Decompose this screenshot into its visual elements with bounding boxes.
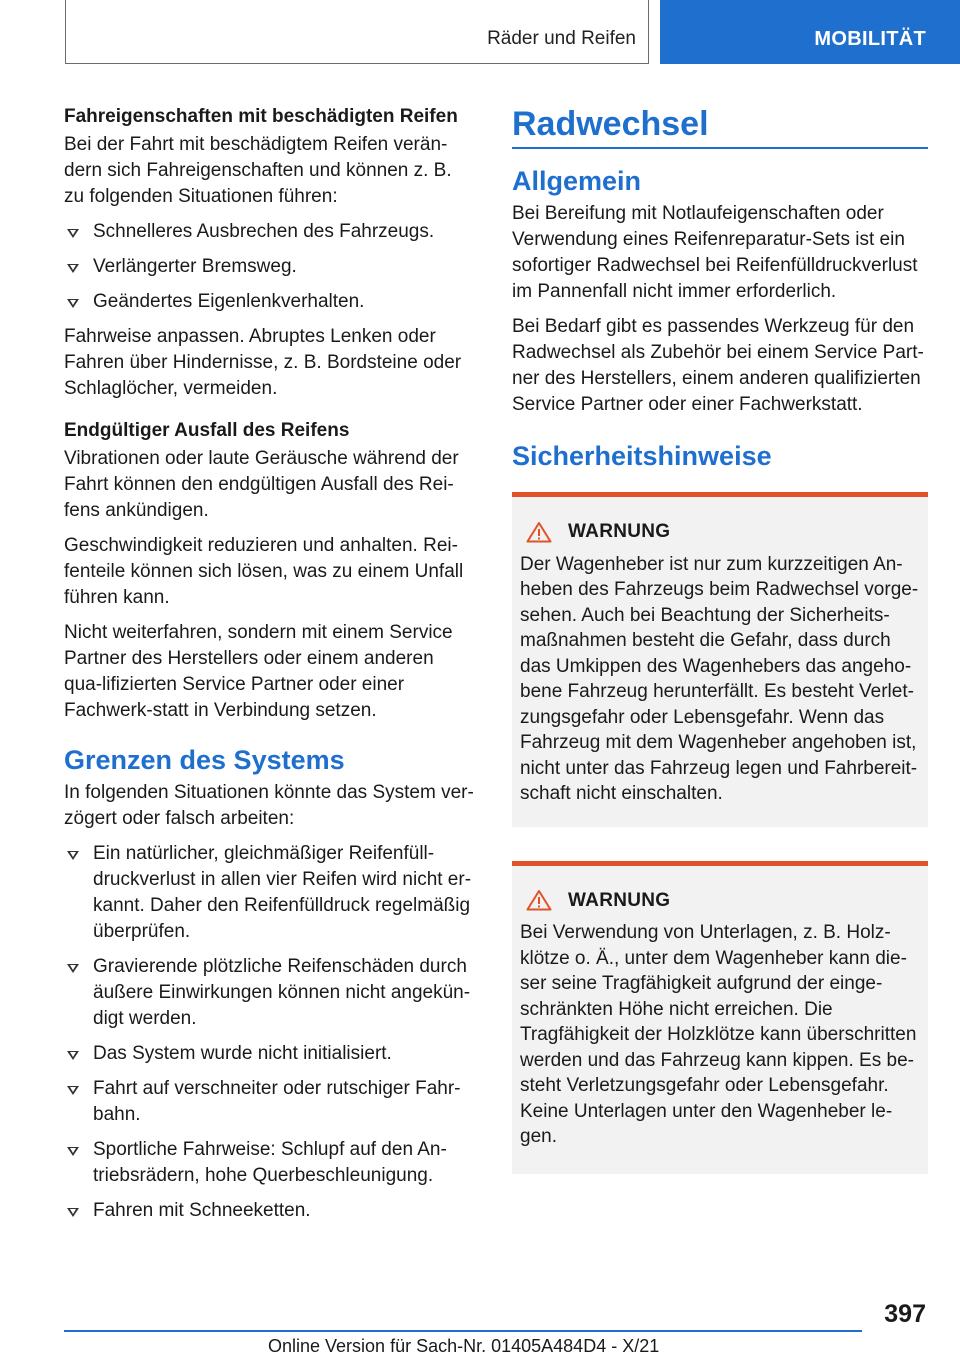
footer-divider [64, 1330, 862, 1332]
list-item: Geändertes Eigenlenkverhalten. [64, 289, 476, 315]
warning-box-2 [512, 861, 928, 1174]
footer-online-version: Online Version für Sach-Nr. 01405A484D4 - X/21 [268, 1336, 660, 1356]
heading-general: Allgemein [512, 166, 642, 196]
subheading-damaged-tires: Fahreigenschaften mit beschädigten Reifen [64, 106, 458, 127]
bullet-list-effects [64, 219, 476, 315]
paragraph-failure-2: Geschwindigkeit reduzieren und anhalten. Rei-fenteile können sich lösen, was zu einem Unfall führen kann. [64, 535, 464, 608]
warning-triangle-icon [526, 521, 552, 543]
heading-safety: Sicherheitshinweise [512, 441, 772, 471]
header-section-box [65, 0, 649, 64]
list-item: Fahren mit Schneeketten. [64, 1198, 476, 1224]
paragraph-limits-intro: In folgenden Situationen könnte das System ver-zögert oder falsch arbeiten: [64, 782, 474, 829]
bullet-list-limits [64, 841, 476, 1224]
page-title: Radwechsel [512, 104, 928, 149]
paragraph-general-2: Bei Bedarf gibt es passendes Werkzeug für den Radwechsel als Zubehör bei einem Service Part-ner des Herstellers, einem anderen qualifizierten Service Partner oder einer Fachwerkstatt. [512, 316, 924, 415]
list-item: Schnelleres Ausbrechen des Fahrzeugs. [64, 219, 476, 245]
warning-label: WARNUNG [568, 889, 671, 911]
warning-triangle-icon [526, 889, 552, 911]
paragraph-damaged-intro: Bei der Fahrt mit beschädigtem Reifen verän-dern sich Fahreigenschaften und können z. B. zu folgenden Situationen führen: [64, 134, 452, 207]
warning-label: WARNUNG [568, 521, 671, 542]
paragraph-general-1: Bei Bereifung mit Notlaufeigenschaften oder Verwendung eines Reifenreparatur-Sets ist ein sofortiger Radwechsel bei Reifenfülldruckverlust im Pannenfall nicht immer erforderlich. [512, 203, 918, 302]
heading-system-limits: Grenzen des Systems [64, 745, 345, 775]
subheading-final-failure: Endgültiger Ausfall des Reifens [64, 420, 350, 441]
header-chapter-tab: MOBILITÄT [660, 0, 960, 64]
right-column [512, 104, 928, 1174]
paragraph-failure-1: Vibrationen oder laute Geräusche während der Fahrt können den endgültigen Ausfall des Rei-fens ankündigen. [64, 448, 459, 521]
list-item: Gravierende plötzliche Reifenschäden durch äußere Einwirkungen können nicht angekün-digt werden. [64, 954, 476, 1032]
warning-box-1 [512, 492, 928, 827]
paragraph-failure-3: Nicht weiterfahren, sondern mit einem Service Partner des Herstellers oder einem anderen qua-lifizierten Service Partner oder einer Fachwerk-statt in Verbindung setzen. [64, 622, 453, 721]
left-column [64, 104, 476, 1233]
list-item: Verlängerter Bremsweg. [64, 254, 476, 280]
paragraph-driving-advice: Fahrweise anpassen. Abruptes Lenken oder Fahren über Hindernisse, z. B. Bordsteine oder Schlaglöcher, vermeiden. [64, 326, 462, 399]
warning-text: Bei Verwendung von Unterlagen, z. B. Holz-klötze o. Ä., unter dem Wagenheber kann die-ser seine Tragfähigkeit aufgrund der einge-schränkten Höhe nicht erreichen. Die Tragfähigkeit der Holzklötze kann überschritten werden und das Fahrzeug kann kippen. Es be-steht Verletzungsgefahr oder Lebensgefahr. Keine Unterlagen unter den Wagenheber le-gen. [520, 922, 917, 1147]
warning-text: Der Wagenheber ist nur zum kurzzeitigen An-heben des Fahrzeugs beim Radwechsel vorge-sehen. Auch bei Beachtung der Sicherheits-maßnahmen besteht die Gefahr, dass durch das Umkippen des Wagenhebers das angeho-bene Fahrzeug herunterfällt. Es besteht Verlet-zungsgefahr oder Lebensgefahr. Wenn das Fahrzeug mit dem Wagenheber angehoben ist, nicht unter das Fahrzeug legen und Fahrbereit-schaft nicht einschalten. [520, 553, 919, 804]
list-item: Sportliche Fahrweise: Schlupf auf den An-triebsrädern, hohe Querbeschleunigung. [64, 1137, 476, 1189]
list-item: Das System wurde nicht initialisiert. [64, 1041, 476, 1067]
header-section-title: Räder und Reifen [487, 28, 636, 49]
page-number: 397 [884, 1300, 926, 1328]
list-item: Ein natürlicher, gleichmäßiger Reifenfüll-druckverlust in allen vier Reifen wird nicht er-kannt. Daher den Reifenfülldruck regelmäßig überprüfen. [64, 841, 476, 945]
list-item: Fahrt auf verschneiter oder rutschiger Fahr-bahn. [64, 1076, 476, 1128]
